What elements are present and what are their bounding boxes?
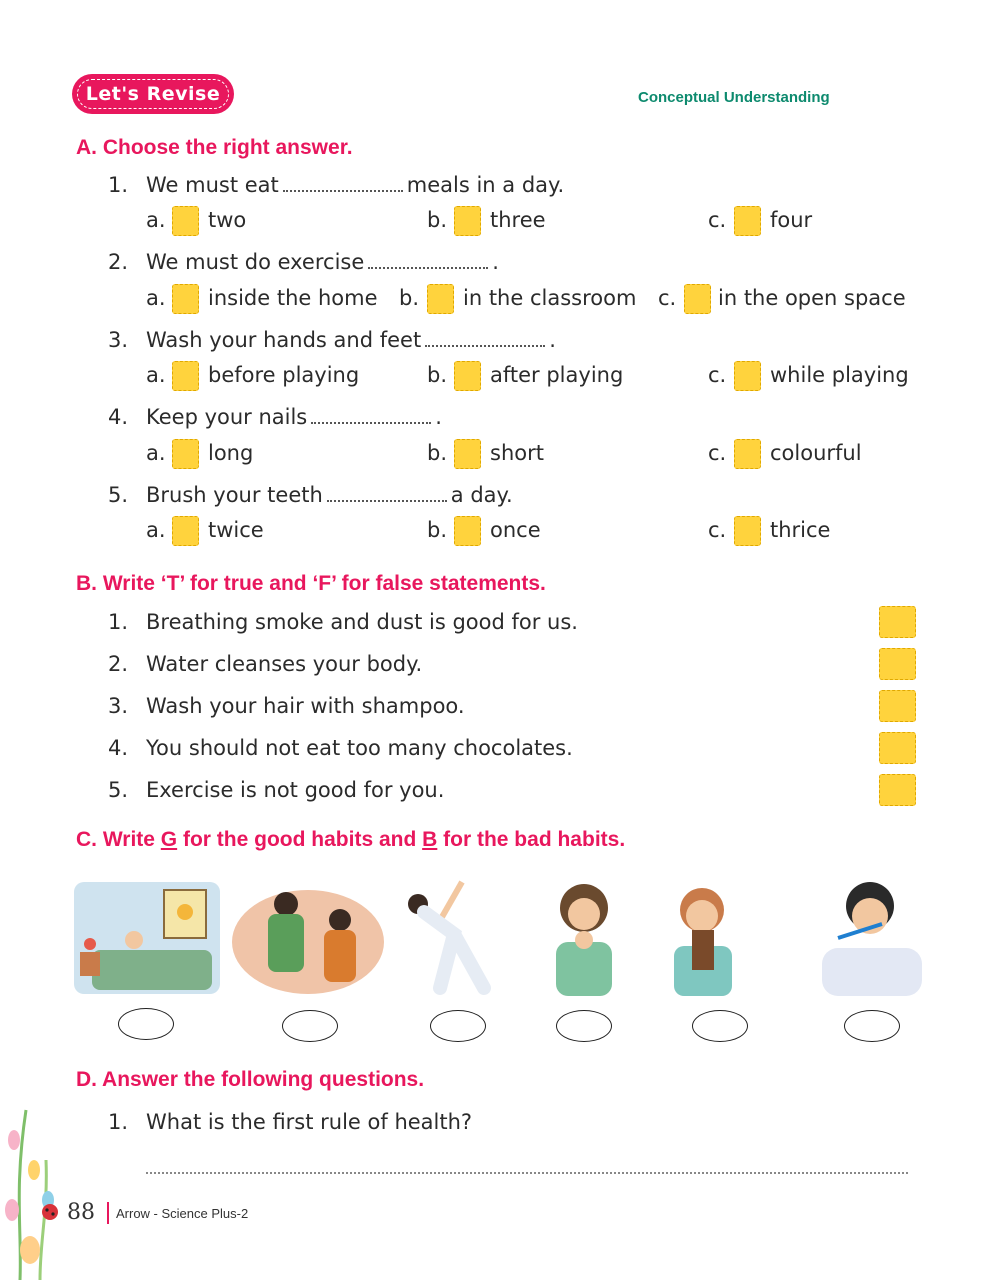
option-text: four [770, 208, 813, 232]
true-false-box[interactable] [879, 606, 916, 638]
answer-checkbox[interactable] [172, 206, 199, 236]
option-label: b. [427, 363, 448, 387]
statement-number: 4. [108, 736, 129, 760]
true-false-box[interactable] [879, 690, 916, 722]
statement-number: 5. [108, 778, 129, 802]
answer-blank [283, 180, 403, 192]
option-text: colourful [770, 441, 862, 465]
answer-line[interactable] [146, 1172, 908, 1174]
d-q1-text: What is the first rule of health? [146, 1110, 473, 1134]
answer-checkbox[interactable] [454, 439, 481, 469]
option-label: b. [399, 286, 420, 310]
option-label: c. [708, 518, 727, 542]
option-text: thrice [770, 518, 831, 542]
option-text: short [490, 441, 544, 465]
answer-checkbox[interactable] [427, 284, 454, 314]
option-label: a. [146, 441, 166, 465]
footer-divider [107, 1202, 109, 1224]
answer-checkbox[interactable] [454, 361, 481, 391]
answer-blank [311, 412, 431, 424]
answer-checkbox[interactable] [172, 439, 199, 469]
book-title: Arrow - Science Plus-2 [116, 1206, 249, 1221]
answer-checkbox[interactable] [172, 284, 199, 314]
q1-text: We must eat meals in a day. [146, 173, 565, 197]
statement-text: You should not eat too many chocolates. [146, 736, 573, 760]
option-label: a. [146, 363, 166, 387]
answer-checkbox[interactable] [454, 206, 481, 236]
statement-number: 1. [108, 610, 129, 634]
option-label: c. [708, 441, 727, 465]
boy-sneezing-illustration [228, 878, 386, 998]
answer-checkbox[interactable] [734, 361, 761, 391]
answer-checkbox[interactable] [172, 516, 199, 546]
option-text: in the classroom [463, 286, 637, 310]
q1-number: 1. [108, 173, 129, 197]
sleeping-late-illustration [72, 878, 222, 998]
option-label: c. [708, 208, 727, 232]
option-label: a. [146, 286, 166, 310]
q2-text: We must do exercise . [146, 250, 499, 274]
answer-checkbox[interactable] [734, 206, 761, 236]
option-text: before playing [208, 363, 360, 387]
option-text: two [208, 208, 247, 232]
statement-text: Water cleanses your body. [146, 652, 423, 676]
statement-text: Breathing smoke and dust is good for us. [146, 610, 578, 634]
true-false-box[interactable] [879, 648, 916, 680]
option-label: a. [146, 518, 166, 542]
true-false-box[interactable] [879, 732, 916, 764]
q4-text: Keep your nails . [146, 405, 442, 429]
q3-number: 3. [108, 328, 129, 352]
option-label: a. [146, 208, 166, 232]
answer-blank [425, 335, 545, 347]
q5-number: 5. [108, 483, 129, 507]
statement-number: 2. [108, 652, 129, 676]
answer-checkbox[interactable] [454, 516, 481, 546]
option-label: b. [427, 441, 448, 465]
answer-checkbox[interactable] [734, 516, 761, 546]
option-text: long [208, 441, 254, 465]
section-b-title: B. Write ‘T’ for true and ‘F’ for false statements. [76, 572, 546, 595]
habit-answer-oval[interactable] [556, 1010, 612, 1042]
answer-checkbox[interactable] [734, 439, 761, 469]
q3-text: Wash your hands and feet . [146, 328, 556, 352]
answer-blank [368, 257, 488, 269]
true-false-box[interactable] [879, 774, 916, 806]
habit-answer-oval[interactable] [844, 1010, 900, 1042]
d-q1-number: 1. [108, 1110, 129, 1134]
habit-answer-oval[interactable] [118, 1008, 174, 1040]
boy-exercising-illustration [404, 878, 500, 998]
option-label: b. [427, 518, 448, 542]
option-text: three [490, 208, 546, 232]
boy-eating-chocolate-illustration [652, 878, 748, 998]
statement-text: Wash your hair with shampoo. [146, 694, 465, 718]
section-a-title: A. Choose the right answer. [76, 136, 353, 159]
answer-checkbox[interactable] [172, 361, 199, 391]
option-text: in the open space [718, 286, 906, 310]
badge-label: Let's Revise [77, 79, 229, 109]
q2-number: 2. [108, 250, 129, 274]
girl-biting-nails-illustration [540, 878, 628, 998]
section-d-title: D. Answer the following questions. [76, 1068, 425, 1091]
option-text: while playing [770, 363, 909, 387]
answer-blank [327, 490, 447, 502]
floral-decoration [0, 1100, 64, 1280]
option-text: after playing [490, 363, 624, 387]
statement-number: 3. [108, 694, 129, 718]
section-c-title: C. Write G for the good habits and B for the bad habits. [76, 828, 626, 851]
q4-number: 4. [108, 405, 129, 429]
option-label: c. [708, 363, 727, 387]
option-label: c. [658, 286, 677, 310]
q5-text: Brush your teeth a day. [146, 483, 513, 507]
habit-answer-oval[interactable] [282, 1010, 338, 1042]
statement-text: Exercise is not good for you. [146, 778, 445, 802]
boy-brushing-teeth-illustration [798, 878, 944, 998]
option-text: once [490, 518, 541, 542]
option-text: twice [208, 518, 264, 542]
page-number: 88 [67, 1200, 95, 1225]
option-label: b. [427, 208, 448, 232]
habit-answer-oval[interactable] [692, 1010, 748, 1042]
answer-checkbox[interactable] [684, 284, 711, 314]
lets-revise-badge [74, 76, 232, 112]
conceptual-understanding-tag: Conceptual Understanding [638, 89, 830, 106]
option-text: inside the home [208, 286, 378, 310]
habit-answer-oval[interactable] [430, 1010, 486, 1042]
